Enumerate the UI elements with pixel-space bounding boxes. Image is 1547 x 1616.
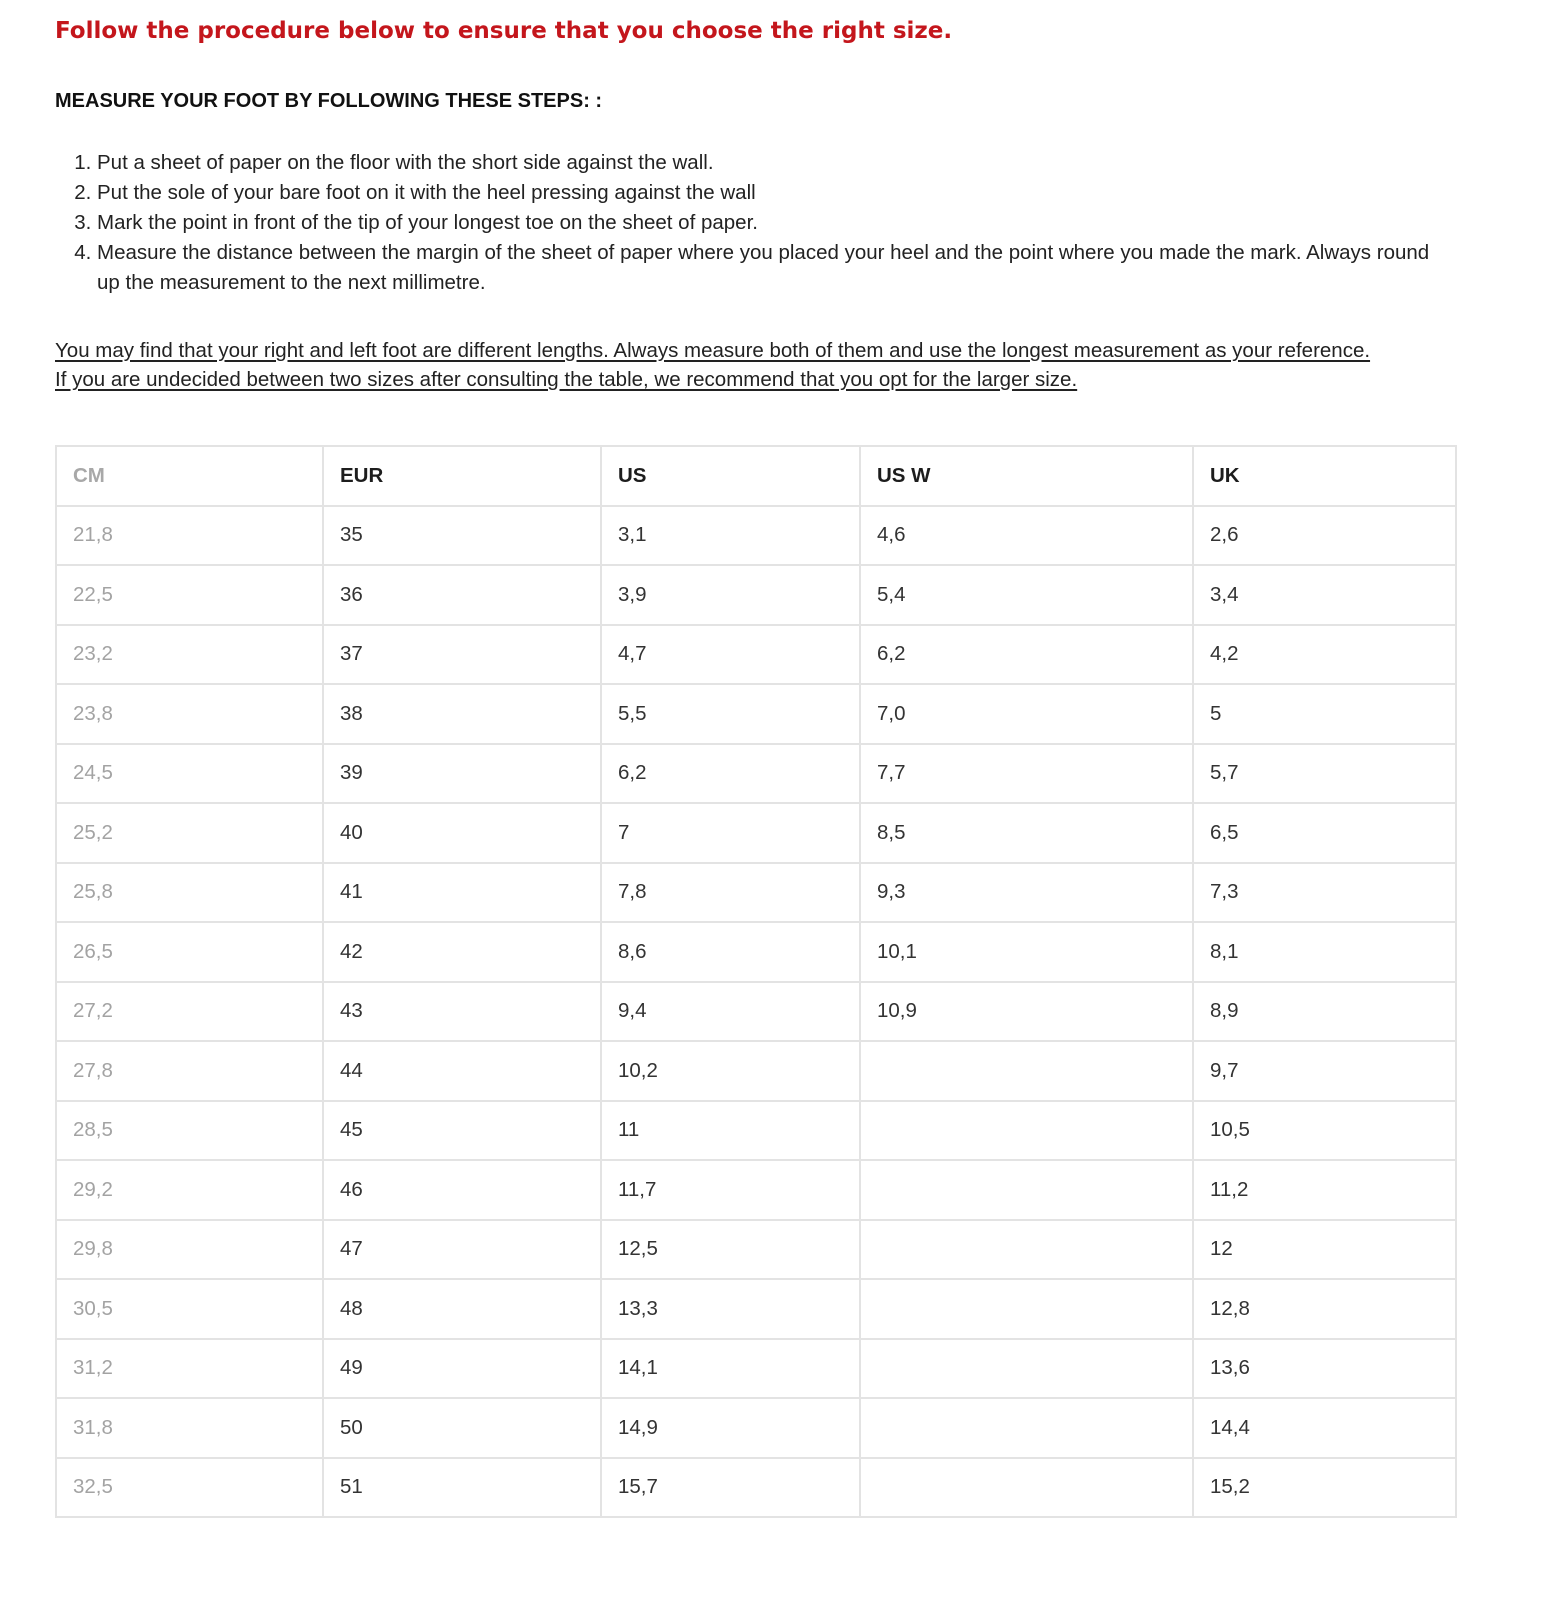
table-row: [56, 1339, 1456, 1399]
cell-cm: 29,2: [56, 1160, 323, 1220]
table-row: [56, 565, 1456, 625]
cell-us: 4,7: [601, 625, 860, 685]
table-row: [56, 506, 1456, 566]
table-row: [56, 922, 1456, 982]
cell-eur: 49: [323, 1339, 601, 1399]
cell-eur: 37: [323, 625, 601, 685]
table-row: [56, 744, 1456, 804]
cell-uk: 12,8: [1193, 1279, 1456, 1339]
cell-us-w: [860, 1339, 1193, 1399]
steps-heading: MEASURE YOUR FOOT BY FOLLOWING THESE STEPS: :: [55, 90, 603, 112]
cell-eur: 36: [323, 565, 601, 625]
cell-uk: 15,2: [1193, 1458, 1456, 1518]
column-header-us: US: [601, 446, 860, 506]
size-table: [55, 445, 1457, 1518]
column-header-uk: UK: [1193, 446, 1456, 506]
cell-eur: 50: [323, 1398, 601, 1458]
steps-list: [55, 148, 1453, 298]
cell-uk: 5,7: [1193, 744, 1456, 804]
step-item: 3. Mark the point in front of the tip of your longest toe on the sheet of paper.: [97, 208, 1453, 238]
cell-uk: 9,7: [1193, 1041, 1456, 1101]
step-item: 4. Measure the distance between the margin of the sheet of paper where you placed your heel and the point where you made the mark. Always round up the measurement to the next millimetre.: [97, 238, 1453, 298]
cell-cm: 25,2: [56, 803, 323, 863]
cell-us-w: 9,3: [860, 863, 1193, 923]
cell-us: 9,4: [601, 982, 860, 1042]
cell-uk: 12: [1193, 1220, 1456, 1280]
table-row: [56, 863, 1456, 923]
table-row: [56, 1398, 1456, 1458]
cell-cm: 28,5: [56, 1101, 323, 1161]
cell-eur: 40: [323, 803, 601, 863]
cell-cm: 31,8: [56, 1398, 323, 1458]
table-row: [56, 803, 1456, 863]
table-row: [56, 1279, 1456, 1339]
note-larger-size: If you are undecided between two sizes after consulting the table, we recommend that you opt for the larger size.: [55, 368, 1078, 391]
cell-eur: 43: [323, 982, 601, 1042]
cell-eur: 44: [323, 1041, 601, 1101]
cell-cm: 25,8: [56, 863, 323, 923]
cell-cm: 22,5: [56, 565, 323, 625]
cell-uk: 10,5: [1193, 1101, 1456, 1161]
cell-eur: 47: [323, 1220, 601, 1280]
cell-us: 3,1: [601, 506, 860, 566]
notes: [55, 336, 1455, 394]
table-row: [56, 684, 1456, 744]
cell-us-w: 8,5: [860, 803, 1193, 863]
cell-us-w: [860, 1220, 1193, 1280]
cell-uk: 13,6: [1193, 1339, 1456, 1399]
cell-cm: 23,2: [56, 625, 323, 685]
cell-cm: 32,5: [56, 1458, 323, 1518]
cell-us-w: 10,9: [860, 982, 1193, 1042]
cell-cm: 26,5: [56, 922, 323, 982]
cell-eur: 39: [323, 744, 601, 804]
cell-us-w: 7,0: [860, 684, 1193, 744]
cell-uk: 5: [1193, 684, 1456, 744]
cell-us: 7: [601, 803, 860, 863]
cell-us: 3,9: [601, 565, 860, 625]
cell-cm: 21,8: [56, 506, 323, 566]
cell-us: 5,5: [601, 684, 860, 744]
table-row: [56, 1458, 1456, 1518]
cell-us-w: 4,6: [860, 506, 1193, 566]
column-header-cm: CM: [56, 446, 323, 506]
table-row: [56, 625, 1456, 685]
cell-us-w: 6,2: [860, 625, 1193, 685]
cell-uk: 6,5: [1193, 803, 1456, 863]
table-header-row: [56, 446, 1456, 506]
cell-cm: 23,8: [56, 684, 323, 744]
cell-eur: 46: [323, 1160, 601, 1220]
cell-us: 8,6: [601, 922, 860, 982]
cell-us-w: [860, 1458, 1193, 1518]
cell-cm: 30,5: [56, 1279, 323, 1339]
cell-uk: 7,3: [1193, 863, 1456, 923]
cell-us: 14,1: [601, 1339, 860, 1399]
note-different-lengths: You may find that your right and left foot are different lengths. Always measure both of them and use the longest measurement as your reference.: [55, 339, 1371, 362]
cell-us-w: 7,7: [860, 744, 1193, 804]
cell-us: 15,7: [601, 1458, 860, 1518]
table-row: [56, 1220, 1456, 1280]
cell-uk: 2,6: [1193, 506, 1456, 566]
cell-cm: 24,5: [56, 744, 323, 804]
cell-us: 10,2: [601, 1041, 860, 1101]
cell-us-w: [860, 1398, 1193, 1458]
cell-uk: 8,9: [1193, 982, 1456, 1042]
cell-uk: 3,4: [1193, 565, 1456, 625]
cell-cm: 27,2: [56, 982, 323, 1042]
cell-uk: 8,1: [1193, 922, 1456, 982]
cell-us: 7,8: [601, 863, 860, 923]
cell-uk: 11,2: [1193, 1160, 1456, 1220]
cell-us-w: 5,4: [860, 565, 1193, 625]
table-row: [56, 982, 1456, 1042]
cell-us: 13,3: [601, 1279, 860, 1339]
table-row: [56, 1160, 1456, 1220]
cell-eur: 51: [323, 1458, 601, 1518]
cell-eur: 35: [323, 506, 601, 566]
cell-eur: 48: [323, 1279, 601, 1339]
cell-eur: 41: [323, 863, 601, 923]
cell-uk: 14,4: [1193, 1398, 1456, 1458]
cell-cm: 29,8: [56, 1220, 323, 1280]
cell-eur: 45: [323, 1101, 601, 1161]
cell-us-w: [860, 1160, 1193, 1220]
cell-us: 11: [601, 1101, 860, 1161]
table-row: [56, 1041, 1456, 1101]
cell-us: 14,9: [601, 1398, 860, 1458]
step-item: 2. Put the sole of your bare foot on it with the heel pressing against the wall: [97, 178, 1453, 208]
cell-eur: 42: [323, 922, 601, 982]
cell-us: 6,2: [601, 744, 860, 804]
cell-uk: 4,2: [1193, 625, 1456, 685]
cell-us: 11,7: [601, 1160, 860, 1220]
headline: Follow the procedure below to ensure that you choose the right size.: [55, 18, 953, 44]
cell-us-w: 10,1: [860, 922, 1193, 982]
column-header-us-w: US W: [860, 446, 1193, 506]
cell-cm: 27,8: [56, 1041, 323, 1101]
step-item: 1. Put a sheet of paper on the floor with the short side against the wall.: [97, 148, 1453, 178]
cell-us-w: [860, 1041, 1193, 1101]
cell-cm: 31,2: [56, 1339, 323, 1399]
column-header-eur: EUR: [323, 446, 601, 506]
cell-us: 12,5: [601, 1220, 860, 1280]
table-body: [56, 506, 1456, 1518]
cell-eur: 38: [323, 684, 601, 744]
table-row: [56, 1101, 1456, 1161]
cell-us-w: [860, 1101, 1193, 1161]
cell-us-w: [860, 1279, 1193, 1339]
